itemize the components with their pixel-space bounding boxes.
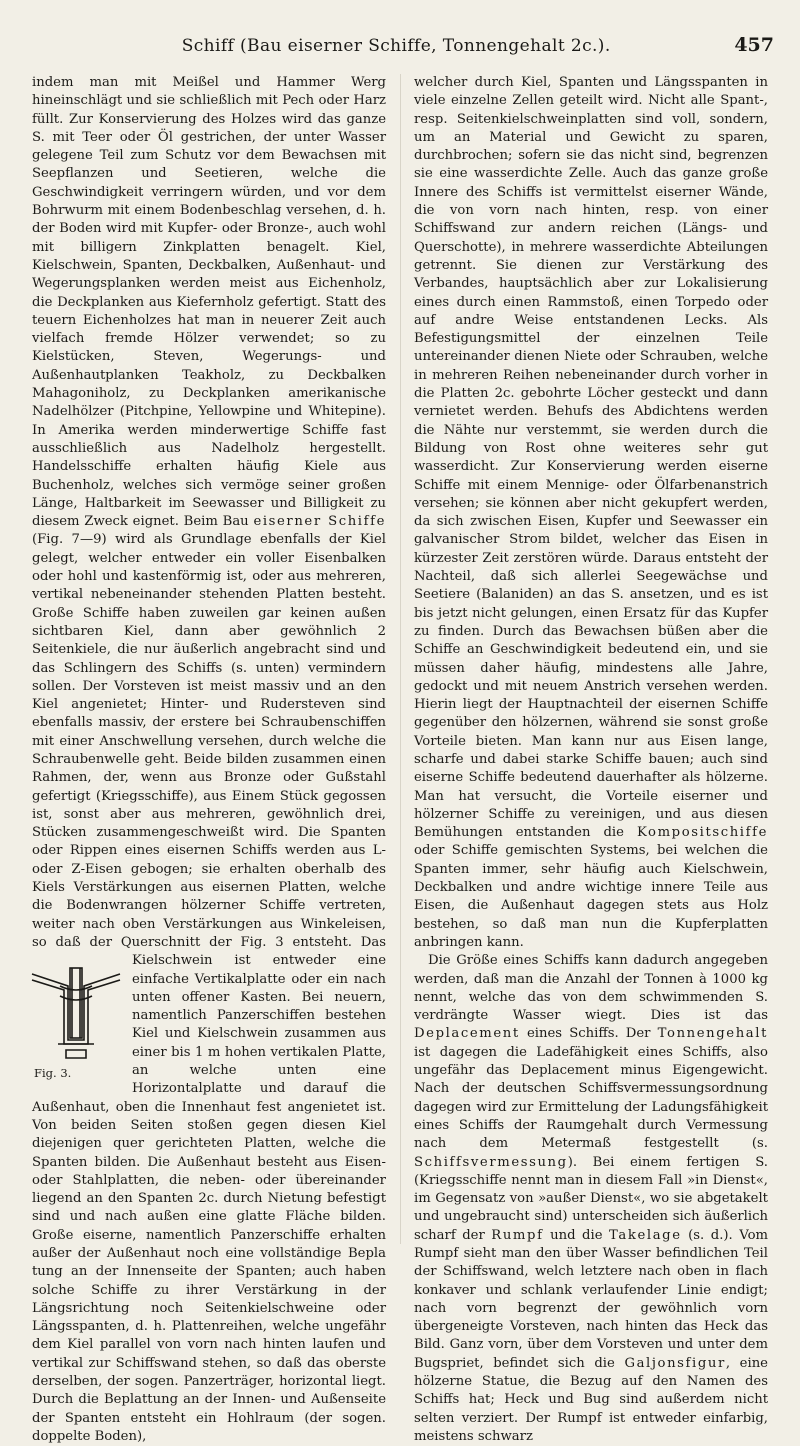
right-paragraph-1 bbox=[414, 74, 768, 952]
spaced-term: Deplacement bbox=[414, 1026, 520, 1042]
running-head: Schiff (Bau eiserner Schiffe, Tonnengehalt 2c.). bbox=[181, 36, 611, 56]
column-divider bbox=[400, 74, 401, 1244]
text-run: Das Kielschwein ist entweder eine einfache Vertikalplatte oder ein nach unten offener Kasten. Bei neuern, namentlich Panzerschiffen bestehen Kiel und Kielschwein zusammen aus einer bis 1 m hohen vertikalen Platte, an welche unten eine Horizontalplatte und darauf die Außenhaut, oben die Innenhaut fest angenietet ist. Von beiden Seiten stoßen gegen diesen Kiel diejenigen quer gerichteten Platten, welche die Spanten bilden. Die Außenhaut besteht aus Eisen- oder Stahlplatten, die neben- oder übereinander liegend an den Spanten 2c. durch Nietung befestigt sind und nach außen eine glatte Fläche bilden. Große eiserne, namentlich Panzerschiffe erhalten außer der Außenhaut noch eine vollständige Bepla tung an der Innenseite der Spanten; auch haben solche Schiffe zu ihrer Verstärkung in der Längsrichtung noch Seitenkielschweine oder Längsspanten, d. h. Plattenreihen, welche ungefähr dem Kiel parallel von vorn nach hinten laufen und vertikal zur Schiffswand stehen, so daß das oberste derselben, der sogen. Panzerträger, horizontal liegt. Durch die Beplattung an der Innen- und Außenseite der Spanten entsteht ein Hohlraum (der sogen. doppelte Boden), bbox=[32, 934, 386, 1444]
right-paragraph-2 bbox=[414, 952, 768, 1446]
keel-cross-section-icon bbox=[30, 956, 122, 1066]
page-number: 457 bbox=[734, 34, 774, 56]
left-column bbox=[32, 74, 386, 1446]
text-run: ). Bei einem fertigen S. (Kriegsschiffe nennt man in diesem Fall »in Dienst«, im Gegensatz von »außer Dienst«, wo sie abgetakelt und ungebraucht sind) unterscheiden sich äußerlich scharf der bbox=[414, 1154, 768, 1243]
spaced-term: Rumpf bbox=[491, 1227, 544, 1243]
text-run: (Fig. 7—9) wird als Grundlage ebenfalls der Kiel gelegt, welcher entweder ein voller Eisenbalken oder hohl und kastenförmig ist, oder aus mehreren, vertikal nebeneinander stehenden Platten besteht. Große Schiffe haben zuweilen gar keinen außen sichtbaren Kiel, dann aber gewöhnlich 2 Seitenkiele, die nur äußerlich angebracht sind und das Schlingern des Schiffs (s. unten) vermindern sollen. Der Vorsteven ist meist massiv und an den Kiel angenietet; Hinter- und Rudersteven sind ebenfalls massiv, der erstere bei Schraubenschiffen mit einer Anschwellung versehen, durch welche die Schraubenwelle geht. Beide bilden zusammen einen Rahmen, der, wenn aus Bronze oder Gußstahl gefertigt (Kriegsschiffe), aus Einem Stück gegossen ist, sonst aber aus mehreren, gewöhnlich drei, Stücken zusammengeschweißt wird. Die Spanten oder Rippen eines eisernen Schiffs werden aus L- oder Z-Eisen gebogen; sie erhalten oberhalb des Kiels Verstärkungen aus eisernen Platten, welche die Bodenwrangen hölzerner Schiffe vertreten, weiter nach oben Verstärkungen aus Winkeleisen, so daß der Querschnitt der Fig. 3 entsteht. bbox=[32, 532, 386, 950]
spaced-term: Kompositschiffe bbox=[636, 825, 768, 841]
figure-3 bbox=[30, 956, 122, 1084]
text-run: welcher durch Kiel, Spanten und Längsspanten in viele einzelne Zellen geteilt wird. Nicht alle Spant-, resp. Seitenkielschweinplatten sind voll, sondern, um an Material und Gewicht zu sparen, durchbrochen; sofern sie das nicht sind, begrenzen sie eine wasserdichte Zelle. Auch das ganze große Innere des Schiffs ist vermittelst eiserner Wände, die von vorn nach hinten, resp. von einer Schiffswand zur andern reichen (Längs- und Querschotte), in mehrere wasserdichte Abteilungen getrennt. Sie dienen zur Verstärkung des Verbandes, hauptsächlich aber zur Lokalisierung eines durch einen Rammstoß, einen Torpedo oder auf andre Weise entstandenen Lecks. Als Befestigungsmittel der einzelnen Teile untereinander dienen Niete oder Schrauben, welche in mehreren Reihen nebeneinander durch vorher in die Platten 2c. gebohrte Löcher gesteckt und dann vernietet werden. Behufs des Abdichtens werden die Nähte nur verstemmt, sie werden durch die Bildung von Rost ohne weiteres sehr gut wasserdicht. Zur Konservierung werden eiserne Schiffe mit einem Mennige- oder Ölfarbenanstrich versehen; sie können aber nicht gekupfert werden, da sich zwischen Eisen, Kupfer und Seewasser ein galvanischer Strom bildet, welcher das Eisen in kürzester Zeit zerstören würde. Daraus entsteht der Nachteil, daß sich allerlei Seegewächse und Seetiere (Balaniden) an das S. ansetzen, und es ist bis jetzt nicht gelungen, einen Ersatz für das Kupfer zu finden. Durch das Bewachsen büßen aber die Schiffe an Geschwindigkeit bedeutend ein, und sie müssen daher häufig, mindestens alle Jahre, gedockt und mit neuem Anstrich versehen werden. Hierin liegt der Hauptnachteil der eisernen Schiffe gegenüber den hölzernen, während sie sonst große Vorteile bieten. Man kann nur aus Eisen lange, scharfe und dabei starke Schiffe bauen; auch sind eiserne Schiffe bedeutend dauerhafter als hölzerne. Man hat versucht, die Vorteile eiserner und hölzerner Schiffe zu vereinigen, und aus diesen Bemühungen entstanden die bbox=[414, 75, 768, 841]
left-paragraph-1 bbox=[32, 74, 386, 1446]
text-run: oder Schiffe gemischten Systems, bei welchen die Spanten immer, sehr häufig auch Kielschwein, Deckbalken und andre wichtige innere Teile aus Eisen, die Außenhaut dagegen stets aus Holz bestehen, so daß man nun die Kupferplatten anbringen kann. bbox=[414, 843, 768, 950]
text-run: und die bbox=[550, 1227, 603, 1243]
spaced-term: eiserner Schiffe bbox=[253, 514, 386, 530]
page-header bbox=[58, 34, 774, 64]
text-run: , eine hölzerne Statue, die Bezug auf den Namen des Schiffs hat; Heck und Bug sind außerdem nicht selten verziert. Der Rumpf ist entweder einfarbig, meistens schwarz bbox=[414, 1355, 768, 1444]
text-run: (s. d.). Vom Rumpf sieht man den über Wasser befindlichen Teil der Schiffswand, welch letztere nach oben in flach konkaver und schlank verlaufender Linie endigt; nach vorn begrenzt der gewöhnlich vorn übergeneigte Vorsteven, nach hinten das Heck das Bild. Ganz vorn, über dem Vorsteven und unter dem Bugspriet, befindet sich die bbox=[414, 1227, 769, 1371]
text-run: ist dagegen die Ladefähigkeit eines Schiffs, also ungefähr das Deplacement minus Eigengewicht. Nach der deutschen Schiffsvermessungsordnung dagegen wird zur Ermittelung der Ladungsfähigkeit eines Schiffs der Raumgehalt durch Vermessung nach dem Metermaß festgestellt (s. bbox=[414, 1044, 768, 1152]
text-run: indem man mit Meißel und Hammer Werg hineinschlägt und sie schließlich mit Pech oder Harz füllt. Zur Konservierung des Holzes wird das ganze S. mit Teer oder Öl gestrichen, der unter Wasser gelegene Teil zum Schutz vor dem Bewachsen mit Seepflanzen und Seetieren, welche die Geschwindigkeit verringern würden, und vor dem Bohrwurm mit einem Bodenbeschlag versehen, d. h. der Boden wird mit Kupfer- oder Bronze-, auch wohl mit billigern Zinkplatten benagelt. Kiel, Kielschwein, Spanten, Deckbalken, Außenhaut- und Wegerungsplanken werden meist aus Eichenholz, die Deckplanken aus Kiefernholz gefertigt. Statt des teuern Eichenholzes hat man in neuerer Zeit auch vielfach fremde Hölzer verwendet; so zu Kielstücken, Steven, Wegerungs- und Außenhautplanken Teakholz, zu Deckbalken Mahagoniholz, zu Deckplanken amerikanische Nadelhölzer (Pitchpine, Yellowpine und Whitepine). In Amerika werden minderwertige Schiffe fast ausschließlich aus Nadelholz hergestellt. Handelsschiffe erhalten häufig Kiele aus Buchenholz, welches sich vermöge seiner großen Länge, Haltbarkeit im Seewasser und Billigkeit zu diesem Zweck eignet. Beim Bau bbox=[32, 75, 386, 530]
spaced-term: Schiffsvermessung bbox=[414, 1154, 568, 1170]
spaced-term: Tonnengehalt bbox=[657, 1026, 768, 1042]
text-run: eines Schiffs. Der bbox=[526, 1026, 651, 1042]
figure-caption: Fig. 3. bbox=[34, 1065, 72, 1080]
text-run: Die Größe eines Schiffs kann dadurch angegeben werden, daß man die Anzahl der Tonnen à 1000 kg nennt, welche das von dem schwimmenden S. verdrängte Wasser wiegt. Dies ist das bbox=[414, 953, 768, 1024]
spaced-term: Galjonsfigur bbox=[624, 1355, 726, 1371]
right-column bbox=[414, 74, 768, 1446]
spaced-term: Takelage bbox=[609, 1227, 682, 1243]
